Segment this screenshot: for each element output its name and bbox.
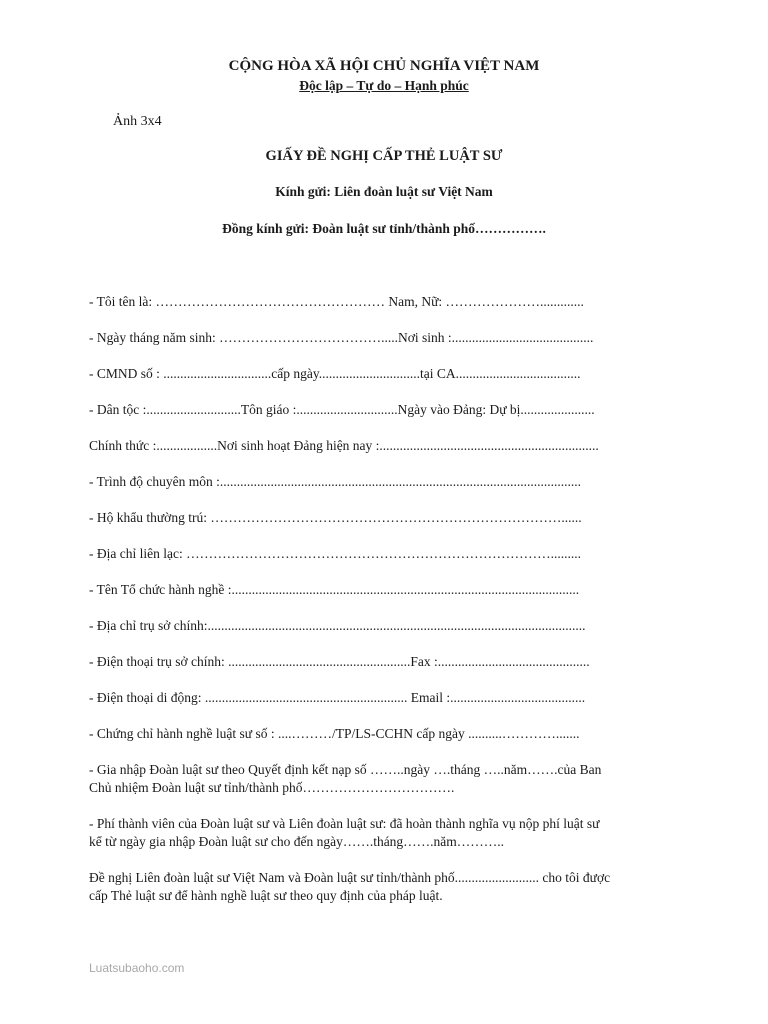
field-bar-admission-line-2: Chủ nhiệm Đoàn luật sư tỉnh/thành phố……………………………. [89,780,455,795]
document-title: GIẤY ĐỀ NGHỊ CẤP THẺ LUẬT SƯ [265,148,503,164]
recipient-line: Kính gửi: Liên đoàn luật sư Việt Nam [275,184,493,199]
field-mobile-email: - Điện thoại di động: ............................................................ Email :........................................ [89,690,586,705]
field-qualification: - Trình độ chuyên môn :........................................................................................................... [89,474,582,489]
request-statement-line-1: Đề nghị Liên đoàn luật sư Việt Nam và Đoàn luật sư tỉnh/thành phố......................... cho tôi được [89,870,611,885]
field-date-of-birth: - Ngày tháng năm sinh: ……………………………….....Nơi sinh :.......................................... [89,330,594,345]
national-motto: Độc lập – Tự do – Hạnh phúc [299,78,469,93]
field-bar-admission-line-1: - Gia nhập Đoàn luật sư theo Quyết định kết nạp số ……..ngày ….tháng …..năm…….của Ban [89,762,602,777]
request-statement-line-2: cấp Thẻ luật sư để hành nghề luật sư theo quy định của pháp luật. [89,888,443,903]
field-office-phone-fax: - Điện thoại trụ sở chính: ......................................................Fax :............................................. [89,654,590,669]
field-office-address: - Địa chỉ trụ sở chính:................................................................................................................ [89,618,586,633]
field-party-membership: Chính thức :..................Nơi sinh hoạt Đảng hiện nay :................................................................. [89,438,599,453]
field-id-card: - CMND số : ................................cấp ngày..............................tại CA..................................... [89,366,581,381]
field-membership-fee-line-2: kể từ ngày gia nhập Đoàn luật sư cho đến ngày…….tháng…….năm……….. [89,834,505,849]
photo-placeholder-label: Ảnh 3x4 [113,114,162,129]
field-ethnicity-religion: - Dân tộc :............................Tôn giáo :..............................Ngày vào Đảng: Dự bị...................... [89,402,595,417]
field-practice-organization: - Tên Tổ chức hành nghề :....................................................................................................... [89,582,580,597]
national-title: CỘNG HÒA XÃ HỘI CHỦ NGHĨA VIỆT NAM [228,58,540,74]
watermark-text: Luatsubaoho.com [89,961,185,975]
field-permanent-residence: - Hộ khẩu thường trú: ……………………………………………………………………...... [89,510,582,525]
field-contact-address: - Địa chỉ liên lạc: ………………………………………………………………………......... [89,546,581,561]
field-practice-certificate: - Chứng chỉ hành nghề luật sư số : ....………/TP/LS-CCHN cấp ngày ..........…………....... [89,726,580,741]
cc-recipient-line: Đồng kính gửi: Đoàn luật sư tỉnh/thành phố……………. [222,221,546,236]
field-membership-fee-line-1: - Phí thành viên của Đoàn luật sư và Liên đoàn luật sư: đã hoàn thành nghĩa vụ nộp phí luật sư [89,816,600,831]
field-full-name: - Tôi tên là: …………………………………………… Nam, Nữ: …………………............. [89,294,584,309]
